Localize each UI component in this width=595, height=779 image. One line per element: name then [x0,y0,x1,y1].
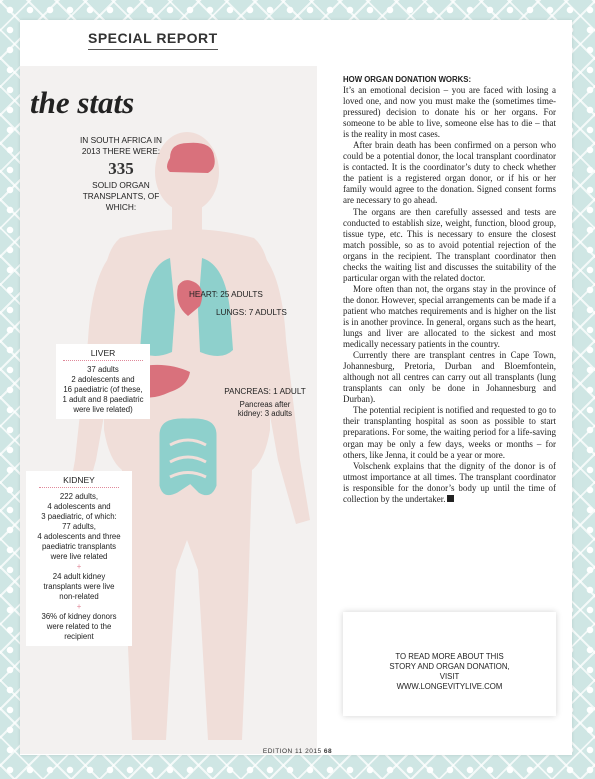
page-number: 68 [323,748,333,755]
total-transplants: 335 [108,159,134,178]
intro-line: WHICH: [105,202,137,212]
lungs-callout: LUNGS: 7 ADULTS [216,308,287,317]
intro-text-continued [66,180,176,213]
promo-line: TO READ MORE ABOUT THIS [395,652,504,661]
kidney-line: 4 adolescents and [47,502,111,511]
article-heading: HOW ORGAN DONATION WORKS: [343,75,472,84]
article-paragraph-last [343,461,556,505]
page-footer [0,748,595,755]
intro-line: TRANSPLANTS, OF [82,191,160,201]
pancreas-callout [219,387,311,418]
kidney-box [26,471,132,646]
kidney-title: KIDNEY [39,475,119,488]
intro-line: SOLID ORGAN [92,180,150,190]
promo-line: VISIT [439,672,460,681]
article-paragraph-text: Volschenk explains that the dignity of the donor is of utmost importance at all times. The transplant coordinator is responsible for the donor’s body up until the time of collection by the undertaker. [343,460,556,504]
liver-title: LIVER [63,348,143,361]
intro-text [66,135,176,157]
pancreas-detail: kidney: 3 adults [237,409,293,418]
article-paragraph: Currently there are transplant centres in Cape Town, Johannesburg, Pretoria, Durban and Bloemfontein, although not all centres can carry out all transplants (lung transplants can only be done in Johannesburg and Durban). [343,350,556,405]
kidney-line: 77 adults, [62,522,96,531]
liver-line: 16 paediatric (of these, [63,385,143,394]
end-mark-icon [447,495,454,502]
pancreas-title: PANCREAS: 1 ADULT [224,387,306,396]
liver-line: were live related) [73,405,133,414]
plus-separator: + [76,562,82,571]
promo-line: STORY AND ORGAN DONATION, [389,662,510,671]
kidney-line: 36% of kidney donors [41,612,117,621]
kidney-line: recipient [64,632,94,641]
heart-callout: HEART: 25 ADULTS [189,290,263,299]
kidney-line: were related to the [46,622,112,631]
kidney-line: 4 adolescents and three [37,532,121,541]
article-paragraph: More often than not, the organs stay in the province of the donor. However, special arrangements can be made if a patient who matches requirements and is higher on the list is in another province. In general, organs such as the heart, lungs and liver are allocated to the sickest and most medically necessary patients in the country. [343,283,556,350]
promo-link[interactable]: WWW.LONGEVITYLIVE.COM [396,682,503,691]
intro-line: 2013 THERE WERE: [81,146,161,156]
kidney-line: transplants were live [43,582,115,591]
plus-separator: + [76,602,82,611]
section-label: SPECIAL REPORT [88,30,218,50]
article-paragraph: The organs are then carefully assessed and tests are conducted to establish size, weight, function, blood group, tissue type, etc. This is necessary to ensure the closest match possible, so as to avoid potential rejection of the organs in the recipient. The transplant coordinator then checks the waiting list and discusses the suitability of the particular organ with the related doctor. [343,206,556,283]
article-paragraph: After brain death has been confirmed on a person who could be a potential donor, the local transplant coordinator is contacted. It is the coordinator’s duty to check whether the patient is a registered organ donor, or if his or her family would agree to the donation. Signed consent forms are necessary to go ahead. [343,140,556,206]
stats-title: the stats [30,85,135,120]
kidney-line: non-related [59,592,99,601]
liver-line: 1 adult and 8 paediatric [62,395,144,404]
kidney-line: 3 paediatric, of which: [41,512,117,521]
liver-line: 37 adults [87,365,119,374]
promo-box [343,612,556,716]
intro-line: IN SOUTH AFRICA IN [79,135,163,145]
kidney-line: were live related [50,552,108,561]
kidney-line: 222 adults, [59,492,99,501]
liver-line: 2 adolescents and [71,375,135,384]
liver-box [56,344,150,419]
article-paragraph: It’s an emotional decision – you are faced with losing a loved one, and now you must make the (sometimes time-pressured) decision to donate his or her organs. For someone to be able to live, someone else has to die – that is the reality in most cases. [343,85,556,140]
article-body [343,75,556,505]
kidney-line: 24 adult kidney [52,572,106,581]
intestines-shape [158,417,218,497]
edition-label: EDITION 11 2015 [262,748,322,755]
kidney-line: paediatric transplants [41,542,117,551]
pancreas-detail: Pancreas after [239,400,291,409]
article-paragraph: The potential recipient is notified and requested to go to their transplanting hospital as soon as possible to start preparations. For some, the waiting period for a life-saving organ may be only a few days, weeks or months – for others, like Jenna, it could be a year or more. [343,405,556,460]
